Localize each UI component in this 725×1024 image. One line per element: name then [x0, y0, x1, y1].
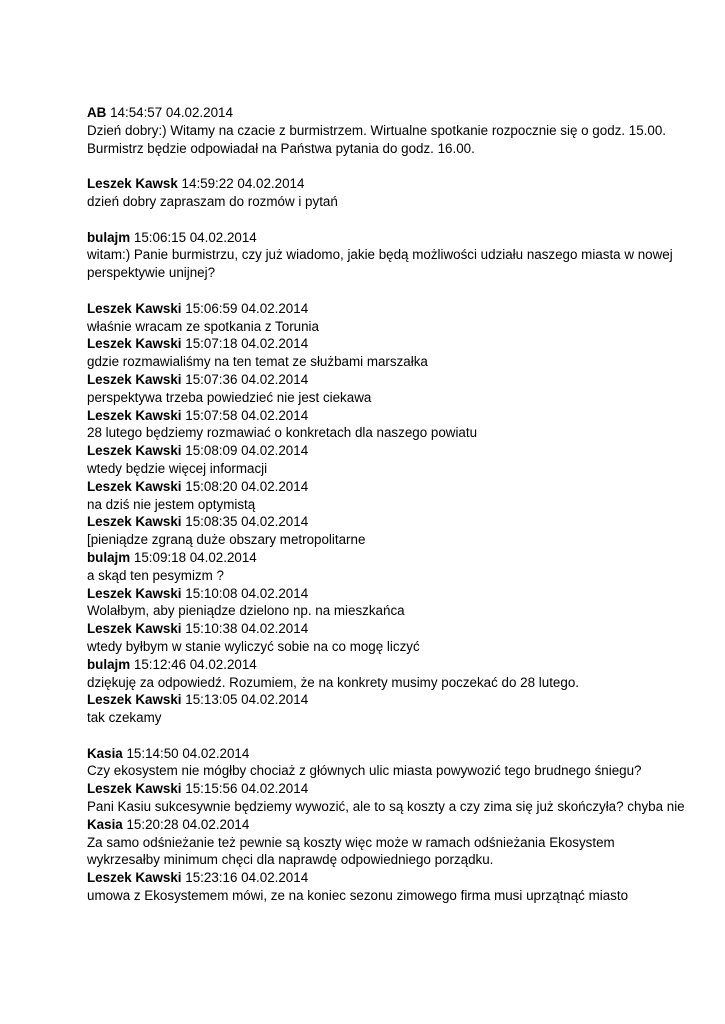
message-text: witam:) Panie burmistrzu, czy już wiadomo, jakie będą możliwości udziału naszego miasta w nowej perspektywie unijnej?	[87, 247, 673, 281]
message-group	[87, 300, 687, 727]
chat-message	[87, 300, 687, 336]
message-timestamp: 15:20:28 04.02.2014	[126, 816, 250, 832]
message-timestamp: 15:06:59 04.02.2014	[185, 300, 309, 316]
message-author: Leszek Kawski	[87, 478, 182, 494]
message-author: Leszek Kawski	[87, 407, 182, 423]
message-group	[87, 104, 687, 157]
chat-message	[87, 585, 687, 621]
message-header	[87, 371, 687, 389]
message-header	[87, 478, 687, 496]
message-header	[87, 656, 687, 674]
chat-message	[87, 656, 687, 692]
message-header	[87, 229, 687, 247]
message-timestamp: 14:59:22 04.02.2014	[181, 176, 305, 192]
message-header	[87, 300, 687, 318]
chat-message	[87, 407, 687, 443]
message-timestamp: 15:07:36 04.02.2014	[185, 371, 309, 387]
chat-message	[87, 869, 687, 905]
message-text: dziękuję za odpowiedź. Rozumiem, że na konkrety musimy poczekać do 28 lutego.	[87, 674, 579, 690]
message-text: Za samo odśnieżanie też pewnie są koszty więc może w ramach odśnieżania Ekosystem wykrzesałby minimum chęci dla naprawdę odpowiedniego porządku.	[87, 834, 615, 868]
message-timestamp: 15:15:56 04.02.2014	[185, 781, 309, 797]
message-text: tak czekamy	[87, 710, 162, 726]
message-timestamp: 15:13:05 04.02.2014	[185, 692, 309, 708]
message-author: Leszek Kawski	[87, 514, 182, 530]
message-timestamp: 15:23:16 04.02.2014	[185, 870, 309, 886]
chat-message	[87, 513, 687, 549]
chat-message	[87, 442, 687, 478]
message-author: Leszek Kawski	[87, 621, 182, 637]
message-text: wtedy będzie więcej informacji	[87, 460, 268, 476]
message-text: Dzień dobry:) Witamy na czacie z burmistrzem. Wirtualne spotkanie rozpocznie się o godz. 15.00. Burmistrz będzie odpowiadał na Państwa pytania do godz. 16.00.	[87, 122, 667, 156]
message-author: Leszek Kawski	[87, 300, 182, 316]
message-timestamp: 14:54:57 04.02.2014	[110, 105, 233, 120]
message-author: Leszek Kawski	[87, 781, 182, 797]
message-header	[87, 175, 687, 193]
chat-message	[87, 691, 687, 727]
message-header	[87, 104, 687, 122]
chat-message	[87, 335, 687, 371]
message-header	[87, 745, 687, 763]
message-header	[87, 549, 687, 567]
message-text: na dziś nie jestem optymistą	[87, 496, 256, 512]
message-group	[87, 745, 687, 905]
message-timestamp: 15:12:46 04.02.2014	[133, 656, 257, 672]
chat-message	[87, 371, 687, 407]
message-text: właśnie wracam ze spotkania z Torunia	[87, 318, 319, 334]
message-header	[87, 780, 687, 798]
message-text: Pani Kasiu sukcesywnie będziemy wywozić, ale to są koszty a czy zima się już skończyła? chyba nie	[87, 799, 685, 815]
message-text: a skąd ten pesymizm ?	[87, 567, 224, 583]
message-author: Leszek Kawski	[87, 870, 182, 886]
message-timestamp: 15:06:15 04.02.2014	[133, 229, 257, 245]
message-header	[87, 407, 687, 425]
message-text: perspektywa trzeba powiedzieć nie jest ciekawa	[87, 389, 372, 405]
message-author: Leszek Kawski	[87, 336, 182, 352]
message-timestamp: 15:08:09 04.02.2014	[185, 443, 309, 459]
message-text: 28 lutego będziemy rozmawiać o konkretach dla naszego powiatu	[87, 425, 478, 441]
message-timestamp: 15:08:20 04.02.2014	[185, 478, 309, 494]
message-author: Kasia	[87, 816, 123, 832]
message-text: Wolałbym, aby pieniądze dzielono np. na mieszkańca	[87, 603, 405, 619]
chat-message	[87, 549, 687, 585]
message-author: Leszek Kawsk	[87, 176, 178, 192]
message-text: gdzie rozmawialiśmy na ten temat ze służbami marszałka	[87, 354, 428, 370]
message-author: Leszek Kawski	[87, 585, 182, 601]
message-author: bulajm	[87, 549, 131, 565]
message-timestamp: 15:08:35 04.02.2014	[185, 514, 309, 530]
message-group	[87, 229, 687, 282]
message-author: AB	[87, 105, 107, 120]
chat-transcript	[87, 104, 687, 905]
message-header	[87, 442, 687, 460]
chat-message	[87, 780, 687, 816]
message-text: wtedy byłbym w stanie wyliczyć sobie na co mogę liczyć	[87, 638, 420, 654]
message-header	[87, 513, 687, 531]
message-header	[87, 691, 687, 709]
message-timestamp: 15:07:58 04.02.2014	[185, 407, 309, 423]
chat-message	[87, 478, 687, 514]
message-header	[87, 585, 687, 603]
message-header	[87, 335, 687, 353]
message-author: Leszek Kawski	[87, 371, 182, 387]
message-author: Leszek Kawski	[87, 692, 182, 708]
message-timestamp: 15:14:50 04.02.2014	[126, 745, 250, 761]
message-timestamp: 15:09:18 04.02.2014	[133, 549, 257, 565]
message-timestamp: 15:10:08 04.02.2014	[185, 585, 309, 601]
message-header	[87, 869, 687, 887]
message-author: Leszek Kawski	[87, 443, 182, 459]
message-timestamp: 15:07:18 04.02.2014	[185, 336, 309, 352]
chat-message	[87, 229, 687, 282]
chat-message	[87, 175, 687, 211]
chat-message	[87, 620, 687, 656]
message-author: bulajm	[87, 229, 131, 245]
message-author: bulajm	[87, 656, 131, 672]
message-timestamp: 15:10:38 04.02.2014	[185, 621, 309, 637]
message-header	[87, 816, 687, 834]
message-text: dzień dobry zapraszam do rozmów i pytań	[87, 193, 338, 209]
chat-message	[87, 104, 687, 157]
message-text: [pieniądze zgraną duże obszary metropolitarne	[87, 532, 366, 548]
chat-message	[87, 745, 687, 781]
chat-message	[87, 816, 687, 869]
message-text: Czy ekosystem nie mógłby chociaż z głównych ulic miasta powywozić tego brudnego śniegu?	[87, 763, 642, 779]
message-text: umowa z Ekosystemem mówi, ze na koniec sezonu zimowego firma musi uprzątnąć miasto	[87, 888, 629, 904]
message-author: Kasia	[87, 745, 123, 761]
message-header	[87, 620, 687, 638]
message-group	[87, 175, 687, 211]
